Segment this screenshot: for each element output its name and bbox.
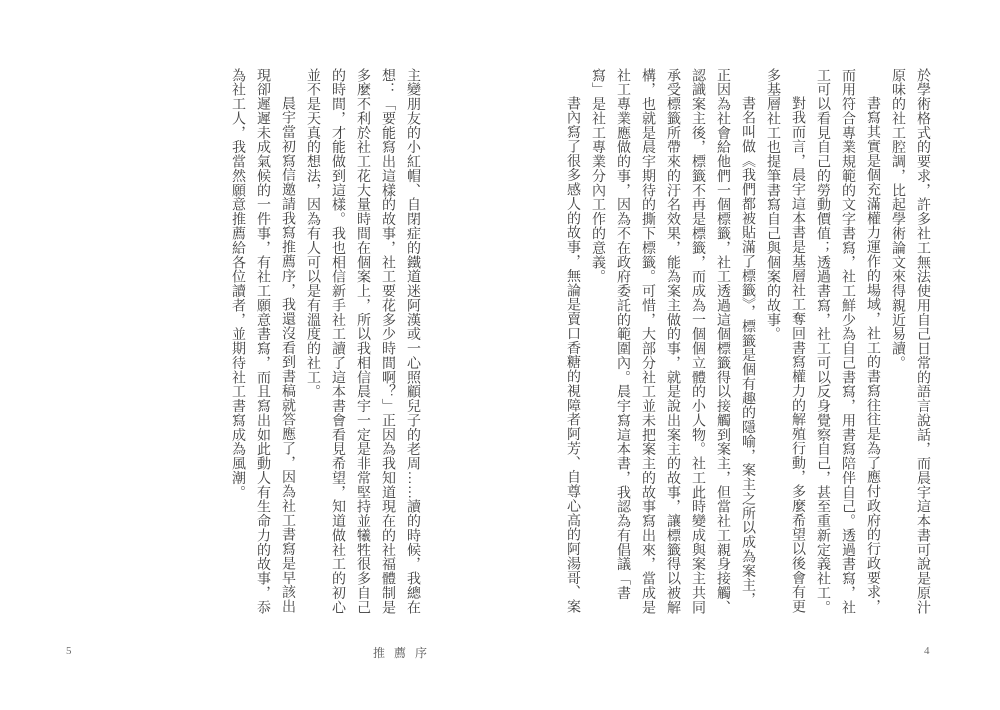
paragraph: 書寫其實是個充滿權力運作的場域，社工的書寫往往是為了應付政府的行政要求，而用符合專業規範的文字書寫，社工鮮少為自己書寫，用書寫陪伴自己。透過書寫，社工可以看見自己的勞動價值；透過書寫，社工可以反身覺察自己，甚至重新定義社工。 [815, 68, 880, 615]
page-5-text-block [225, 68, 425, 615]
page-4-text-block [560, 68, 935, 615]
paragraph: 對我而言，晨宇這本書是基層社工奪回書寫權力的解殖行動，多麼希望以後會有更多基層社工也提筆書寫自己與個案的故事。 [765, 68, 805, 614]
paragraph: 於學術格式的要求，許多社工無法使用自己日常的語言說話，而晨宇這本書可說是原汁原味的社工腔調，比起學術論文來得親近易讀。 [890, 68, 930, 615]
page-number-left: 5 [66, 645, 72, 657]
paragraph: 晨宇當初寫信邀請我寫推薦序，我還沒看到書稿就答應了，因為社工書寫是早該出現卻遲遲未成氣候的一件事，有社工願意書寫，而且寫出如此動人有生命力的故事，忝為社工人，我當然願意推薦給各位讀者，並期待社工書寫成為風潮。 [230, 68, 295, 615]
paragraph: 主變朋友的小紅帽、自閉症的鐵道迷阿漢或一心照顧兒子的老周……讀的時候，我總在想：「要能寫出這樣的故事，社工要花多少時間啊？」正因為我知道現在的社福體制是多麼不利於社工花大量時間在個案上，所以我相信晨宇一定是非常堅持並犧牲很多自己的時間，才能做到這樣。我也相信新手社工讀了這本書會看見希望，知道做社工的初心並不是天真的想法，因為有人可以是有溫度的社工。 [305, 68, 420, 615]
paragraph: 書名叫做《我們都被貼滿了標籤》，標籤是個有趣的隱喻，案主之所以成為案主，正因為社會給他們一個標籤，社工透過這個標籤得以接觸到案主，但當社工親身接觸、認識案主後，標籤不再是標籤，而成為一個個立體的小人物。社工此時變成與案主共同承受標籤所帶來的汙名效果，能為案主做的事，就是說出案主的故事，讓標籤得以被解構，也就是晨宇期待的撕下標籤。可惜，大部分社工並未把案主的故事寫出來，當成是社工專業應做的事，因為不在政府委託的範圍內。晨宇寫這本書，我認為有倡議「書寫」是社工專業分內工作的意義。 [590, 68, 755, 615]
paragraph: 書內寫了很多感人的故事，無論是賣口香糖的視障者阿芳、自尊心高的阿湯哥、案 [565, 96, 580, 614]
page-number-right: 4 [924, 645, 930, 657]
running-title: 推薦序 [373, 646, 437, 660]
